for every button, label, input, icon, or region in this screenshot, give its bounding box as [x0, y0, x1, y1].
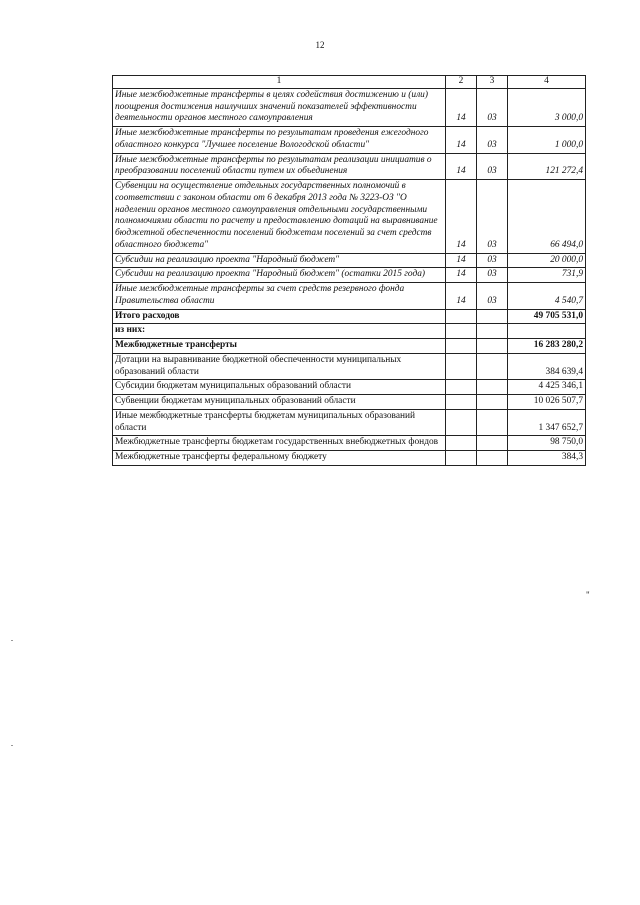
table-header-row	[113, 76, 586, 89]
table-row	[113, 88, 586, 126]
row-amount-cell: 4 540,7	[508, 283, 586, 310]
row-subsection-cell	[477, 339, 508, 354]
row-name-cell: Субсидии на реализацию проекта "Народный бюджет"	[113, 253, 446, 268]
row-amount-cell: 384 639,4	[508, 353, 586, 380]
row-name-cell: Дотации на выравнивание бюджетной обеспеченности муниципальных образований области	[113, 353, 446, 380]
row-subsection-cell	[477, 353, 508, 380]
table-row	[113, 283, 586, 310]
row-section-cell: 14	[446, 253, 477, 268]
row-section-cell	[446, 436, 477, 451]
row-name-cell: Итого расходов	[113, 309, 446, 324]
row-subsection-cell	[477, 395, 508, 410]
row-amount-cell: 10 026 507,7	[508, 395, 586, 410]
table-row	[113, 180, 586, 254]
row-section-cell	[446, 339, 477, 354]
header-col-4: 4	[508, 76, 586, 89]
row-section-cell: 14	[446, 88, 477, 126]
row-amount-cell: 3 000,0	[508, 88, 586, 126]
scan-margin-mark	[11, 745, 13, 746]
row-amount-cell: 20 000,0	[508, 253, 586, 268]
row-subsection-cell: 03	[477, 253, 508, 268]
row-name-cell: Иные межбюджетные трансферты в целях содействия достижению и (или) поощрения достижения наилучших значений показателей эффективности деятельности органов местного самоуправления	[113, 88, 446, 126]
row-name-cell: Субвенции бюджетам муниципальных образований области	[113, 395, 446, 410]
row-subsection-cell	[477, 436, 508, 451]
row-name-cell: Субвенции на осуществление отдельных государственных полномочий в соответствии с законом области от 6 декабря 2013 года № 3223-ОЗ "О наделении органов местного самоуправления отдельными государственными полномочиями области по расчету и предоставлению дотаций на выравнивание бюджетной обеспеченности поселений бюджетам поселений за счет средств областного бюджета"	[113, 180, 446, 254]
row-name-cell: Иные межбюджетные трансферты бюджетам муниципальных образований области	[113, 409, 446, 436]
row-subsection-cell	[477, 409, 508, 436]
header-col-1: 1	[113, 76, 446, 89]
row-section-cell	[446, 451, 477, 466]
table-row	[113, 268, 586, 283]
table-row	[113, 309, 586, 324]
table-row	[113, 451, 586, 466]
closing-quote: "	[586, 590, 590, 600]
row-amount-cell: 98 750,0	[508, 436, 586, 451]
row-subsection-cell	[477, 380, 508, 395]
row-subsection-cell	[477, 309, 508, 324]
row-name-cell: Иные межбюджетные трансферты по результатам проведения ежегодного областного конкурса "Лучшее поселение Вологодской области"	[113, 127, 446, 154]
table-body	[113, 88, 586, 465]
row-subsection-cell	[477, 324, 508, 339]
budget-table	[112, 75, 586, 466]
row-name-cell: Субсидии на реализацию проекта "Народный бюджет" (остатки 2015 года)	[113, 268, 446, 283]
row-section-cell	[446, 324, 477, 339]
row-name-cell: Иные межбюджетные трансферты за счет средств резервного фонда Правительства области	[113, 283, 446, 310]
row-amount-cell: 1 347 652,7	[508, 409, 586, 436]
row-amount-cell: 1 000,0	[508, 127, 586, 154]
row-name-cell: Межбюджетные трансферты федеральному бюджету	[113, 451, 446, 466]
table-row	[113, 409, 586, 436]
row-subsection-cell: 03	[477, 88, 508, 126]
row-subsection-cell: 03	[477, 153, 508, 180]
page-number: 12	[315, 40, 325, 50]
row-amount-cell: 731,9	[508, 268, 586, 283]
row-section-cell: 14	[446, 127, 477, 154]
row-section-cell	[446, 395, 477, 410]
row-section-cell	[446, 409, 477, 436]
header-col-3: 3	[477, 76, 508, 89]
row-subsection-cell: 03	[477, 283, 508, 310]
table-row	[113, 253, 586, 268]
table-row	[113, 324, 586, 339]
table-row	[113, 353, 586, 380]
row-section-cell	[446, 380, 477, 395]
row-amount-cell: 49 705 531,0	[508, 309, 586, 324]
table-row	[113, 153, 586, 180]
row-subsection-cell: 03	[477, 268, 508, 283]
scan-margin-mark	[11, 640, 13, 641]
row-amount-cell: 384,3	[508, 451, 586, 466]
table-row	[113, 339, 586, 354]
row-section-cell: 14	[446, 283, 477, 310]
row-section-cell: 14	[446, 268, 477, 283]
row-subsection-cell: 03	[477, 180, 508, 254]
row-name-cell: из них:	[113, 324, 446, 339]
row-name-cell: Межбюджетные трансферты бюджетам государственных внебюджетных фондов	[113, 436, 446, 451]
header-col-2: 2	[446, 76, 477, 89]
row-amount-cell: 66 494,0	[508, 180, 586, 254]
table-row	[113, 395, 586, 410]
row-section-cell: 14	[446, 180, 477, 254]
row-section-cell	[446, 309, 477, 324]
row-name-cell: Субсидии бюджетам муниципальных образований области	[113, 380, 446, 395]
row-section-cell	[446, 353, 477, 380]
row-subsection-cell: 03	[477, 127, 508, 154]
row-amount-cell	[508, 324, 586, 339]
row-name-cell: Межбюджетные трансферты	[113, 339, 446, 354]
row-subsection-cell	[477, 451, 508, 466]
row-section-cell: 14	[446, 153, 477, 180]
row-amount-cell: 121 272,4	[508, 153, 586, 180]
row-amount-cell: 16 283 280,2	[508, 339, 586, 354]
row-amount-cell: 4 425 346,1	[508, 380, 586, 395]
table-row	[113, 380, 586, 395]
table-row	[113, 436, 586, 451]
table-row	[113, 127, 586, 154]
row-name-cell: Иные межбюджетные трансферты по результатам реализации инициатив о преобразовании поселений области путем их объединения	[113, 153, 446, 180]
